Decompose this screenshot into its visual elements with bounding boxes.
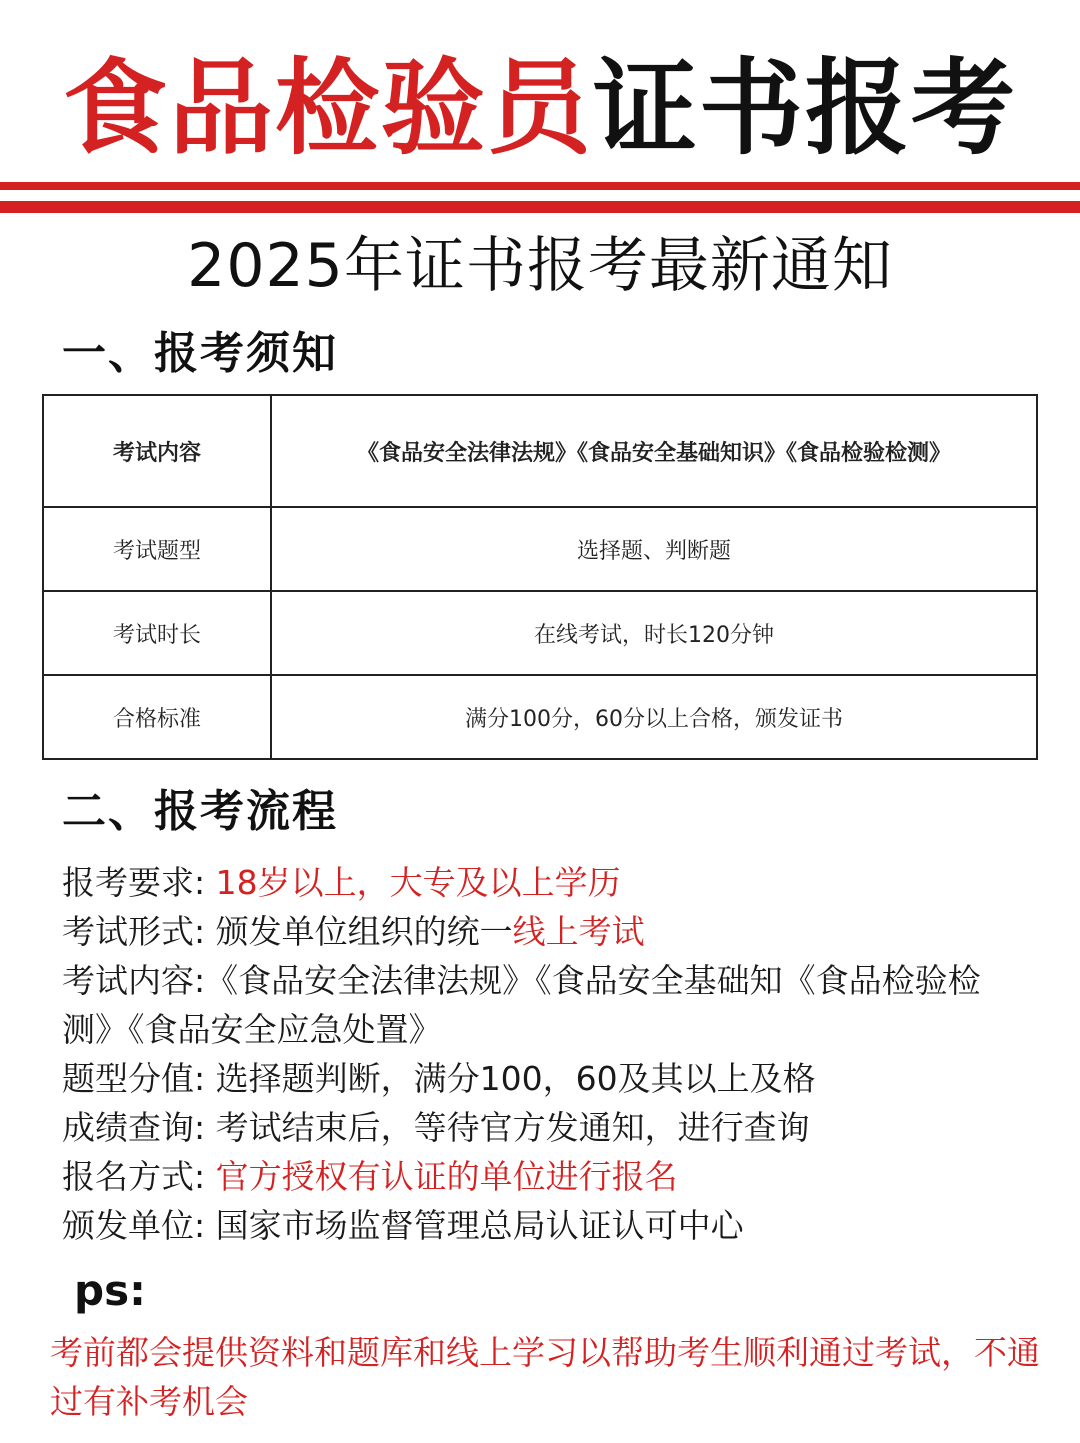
list-item <box>62 858 1022 907</box>
table-cell-value: 《食品安全法律法规》《食品安全基础知识》《食品检验检测》 <box>271 395 1037 507</box>
section1-heading: 一、报考须知 <box>62 328 338 379</box>
table-cell-label: 考试内容 <box>43 395 271 507</box>
item-value: 选择题判断，满分100，60及其以上及格 <box>215 1059 816 1098</box>
title-red-part: 食品检验员 <box>62 47 593 169</box>
list-item <box>62 1152 1022 1201</box>
item-label: 报考要求: <box>62 863 206 902</box>
item-value: 国家市场监督管理总局认证认可中心 <box>215 1206 744 1245</box>
exam-info-table <box>42 394 1038 760</box>
item-value: 《食品安全法律法规》《食品安全基础知《食品检验检测》《食品安全应急处置》 <box>62 961 981 1049</box>
table-cell-label: 考试题型 <box>43 507 271 591</box>
table-row <box>43 395 1037 507</box>
item-value: 官方授权有认证的单位进行报名 <box>215 1157 678 1196</box>
process-list <box>62 858 1022 1250</box>
item-value: 考试结束后，等待官方发通知，进行查询 <box>215 1108 810 1147</box>
item-label: 颁发单位: <box>62 1206 206 1245</box>
table-row <box>43 675 1037 759</box>
header-divider-bottom <box>0 201 1080 213</box>
item-label: 报名方式: <box>62 1157 206 1196</box>
section2-heading: 二、报考流程 <box>62 786 338 837</box>
item-value: 颁发单位组织的统一 <box>215 912 513 951</box>
table-row <box>43 591 1037 675</box>
table-cell-label: 合格标准 <box>43 675 271 759</box>
table-cell-value: 在线考试，时长120分钟 <box>271 591 1037 675</box>
list-item <box>62 1054 1022 1103</box>
item-label: 考试形式: <box>62 912 206 951</box>
item-label: 成绩查询: <box>62 1108 206 1147</box>
item-value: 18岁以上，大专及以上学历 <box>215 863 621 902</box>
page-title <box>0 48 1080 168</box>
table-cell-value: 选择题、判断题 <box>271 507 1037 591</box>
notice-subtitle: 2025年证书报考最新通知 <box>187 231 893 301</box>
item-value-highlight: 线上考试 <box>512 912 645 951</box>
item-label: 考试内容: <box>62 961 206 1000</box>
table-cell-value: 满分100分，60分以上合格，颁发证书 <box>271 675 1037 759</box>
item-label: 题型分值: <box>62 1059 206 1098</box>
ps-label: ps: <box>74 1266 146 1315</box>
list-item <box>62 956 1022 1054</box>
ps-note: 考前都会提供资料和题库和线上学习以帮助考生顺利通过考试，不通过有补考机会 <box>50 1333 1040 1421</box>
header-divider-top <box>0 182 1080 190</box>
list-item <box>62 1201 1022 1250</box>
title-black-part: 证书报考 <box>593 47 1018 169</box>
list-item <box>62 1103 1022 1152</box>
table-cell-label: 考试时长 <box>43 591 271 675</box>
table-row <box>43 507 1037 591</box>
list-item <box>62 907 1022 956</box>
